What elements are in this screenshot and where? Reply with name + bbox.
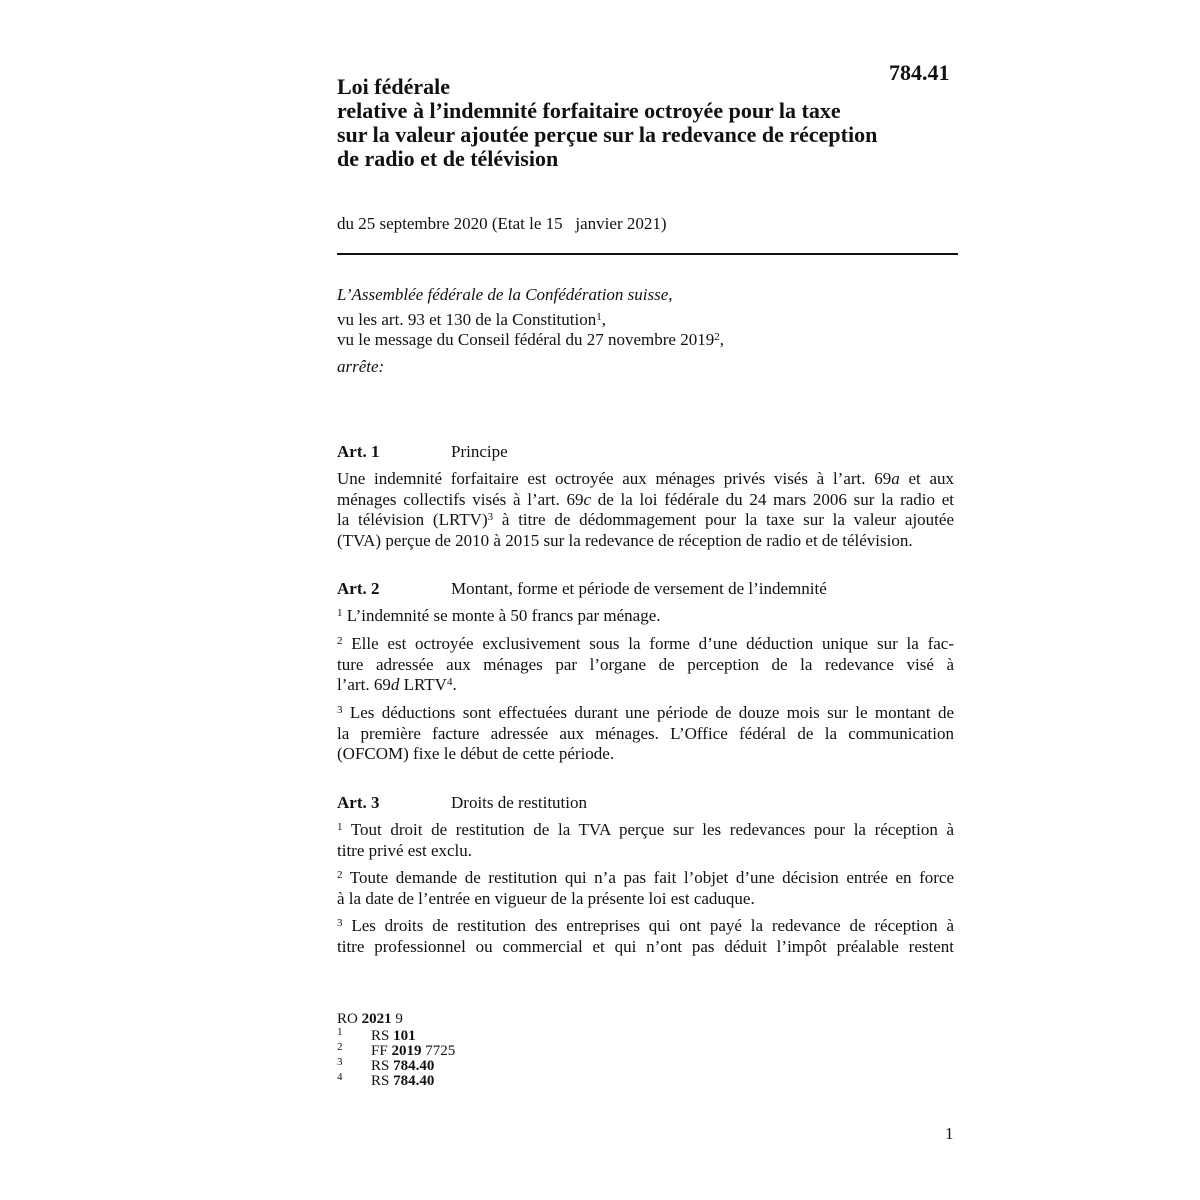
preamble-assembly: L’Assemblée fédérale de la Confédération suisse, [337, 285, 673, 304]
article-title: Droits de restitution [451, 793, 587, 812]
text-run: Tout droit de restitution de la TVA perçue sur les redevances pour la réception à [342, 820, 954, 839]
article-2-heading [337, 578, 827, 600]
date-status-line: du 25 septembre 2020 (Etat le 15 janvier 2021) [337, 214, 667, 233]
preamble-text: vu les art. 93 et 130 de la Constitution [337, 310, 597, 329]
text-line [337, 820, 954, 841]
article-title: Montant, forme et période de versement de l’indemnité [451, 579, 827, 598]
text-run: FF [371, 1043, 392, 1059]
official-compilation-ref [337, 1010, 403, 1029]
footnote-ref[interactable]: 4 [446, 676, 453, 688]
text-run: L’indemnité se monte à 50 francs par ménage. [342, 606, 661, 625]
text-line: titre privé est exclu. [337, 840, 473, 860]
text-line [337, 703, 954, 724]
article-number: Art. 1 [337, 442, 380, 461]
paragraph-number: 1 [337, 607, 343, 619]
text-run: Les droits de restitution des entreprises qui ont payé la redevance de réception à [342, 916, 954, 935]
text-run: 2019 [391, 1043, 422, 1059]
text-run: Les déductions sont effectuées durant une période de douze mois sur le montant de [342, 703, 954, 722]
paragraph-number: 3 [337, 704, 343, 716]
title-line: sur la valeur ajoutée perçue sur la redevance de réception [337, 122, 878, 147]
article-3-heading [337, 792, 587, 814]
text-run: c [583, 489, 592, 509]
document-title [337, 75, 957, 171]
footnote-text[interactable] [371, 1059, 434, 1074]
text-run: a [891, 469, 900, 488]
article-3-paragraph-2 [337, 868, 954, 909]
text-line: ture adressée aux ménages par l’organe de perception de la redevance visé à [337, 654, 954, 674]
footnote-mark: 1 [337, 1026, 343, 1038]
title-line: de radio et de télévision [337, 146, 559, 171]
text-run: Toute demande de restitution qui n’a pas fait l’objet d’une décision entrée en force [342, 868, 954, 887]
text-run: RO [337, 1011, 362, 1027]
text-run: 9 [391, 1011, 403, 1027]
paragraph-number: 2 [337, 635, 343, 647]
header-rule [337, 253, 958, 255]
text-line: la première facture adressée aux ménages. L’Office fédéral de la communication [337, 723, 954, 743]
text-run: RS [371, 1073, 394, 1089]
text-run: Elle est octroyée exclusivement sous la forme d’une déduction unique sur la fac- [342, 634, 954, 653]
text-line [337, 510, 954, 531]
text-line: (OFCOM) fixe le début de cette période. [337, 744, 615, 763]
text-line: (TVA) perçue de 2010 à 2015 sur la redevance de réception de radio et de télévision. [337, 530, 913, 550]
text-run: ménages collectifs visés à l’art. 69 [337, 489, 584, 509]
footnote-text[interactable] [371, 1029, 416, 1044]
article-1-text [337, 469, 954, 551]
footnote-mark: 2 [337, 1041, 343, 1053]
sr-number: 784.41 [889, 60, 950, 85]
text-run: d [390, 675, 400, 694]
paragraph-number: 2 [337, 869, 343, 881]
text-run: 7725 [421, 1043, 456, 1059]
text-line [337, 606, 954, 627]
text-run: LRTV [399, 675, 447, 694]
page-number: 1 [945, 1124, 954, 1143]
text-line [337, 469, 954, 490]
article-2-paragraph-3 [337, 703, 954, 765]
text-run: RS [371, 1028, 394, 1044]
text-line: à la date de l’entrée en vigueur de la présente loi est caduque. [337, 888, 755, 908]
footnote-text[interactable] [371, 1044, 455, 1059]
article-number: Art. 3 [337, 793, 380, 812]
text-run: et aux [899, 469, 954, 488]
footnote-item [337, 1071, 435, 1089]
article-2-paragraph-2 [337, 634, 954, 696]
article-1-heading [337, 441, 508, 463]
text-run: 784.40 [393, 1073, 435, 1089]
title-line: Loi fédérale [337, 74, 451, 99]
preamble-decrees: arrête: [337, 357, 385, 376]
footnote-ref[interactable]: 1 [596, 311, 602, 323]
footnote-item [337, 1041, 456, 1059]
article-3-paragraph-3 [337, 916, 954, 957]
preamble-considering-message [337, 330, 724, 350]
article-3-paragraph-1 [337, 820, 954, 861]
footnote-ref[interactable]: 2 [714, 331, 720, 343]
preamble-text: , [719, 330, 724, 349]
text-run: l’art. 69 [337, 675, 391, 694]
text-line: titre professionnel ou commercial et qui n’ont pas déduit l’impôt préalable restent [337, 936, 954, 956]
footnotes [337, 1010, 456, 1089]
article-title: Principe [451, 442, 508, 461]
article-number: Art. 2 [337, 579, 380, 598]
text-line [337, 634, 954, 655]
text-line [337, 868, 954, 889]
text-run: 101 [393, 1028, 416, 1044]
text-run: à titre de dédommagement pour la taxe sur la valeur ajoutée [493, 510, 954, 529]
text-run: . [452, 675, 457, 694]
footnote-mark: 3 [337, 1056, 343, 1068]
footnote-item [337, 1026, 416, 1044]
text-run: 2021 [361, 1011, 392, 1027]
text-line [337, 675, 954, 696]
text-run: 784.40 [393, 1058, 435, 1074]
text-line [337, 490, 954, 511]
footnote-ref[interactable]: 3 [487, 511, 494, 523]
text-run: la télévision (LRTV) [337, 510, 488, 529]
text-run: de la loi fédérale du 24 mars 2006 sur la radio et [591, 489, 955, 509]
title-line: relative à l’indemnité forfaitaire octroyée pour la taxe [337, 98, 841, 123]
footnote-text[interactable] [371, 1074, 434, 1089]
text-run: Une indemnité forfaitaire est octroyée aux ménages privés visés à l’art. 69 [337, 469, 892, 488]
footnote-mark: 4 [337, 1071, 343, 1083]
text-line [337, 916, 954, 937]
text-run: RS [371, 1058, 394, 1074]
paragraph-number: 1 [337, 821, 343, 833]
preamble-text: vu le message du Conseil fédéral du 27 novembre 2019 [337, 330, 715, 349]
preamble-considering-constitution [337, 310, 606, 330]
article-2-paragraph-1 [337, 606, 954, 627]
paragraph-number: 3 [337, 917, 343, 929]
preamble-text: , [601, 310, 606, 329]
footnote-item [337, 1056, 435, 1074]
